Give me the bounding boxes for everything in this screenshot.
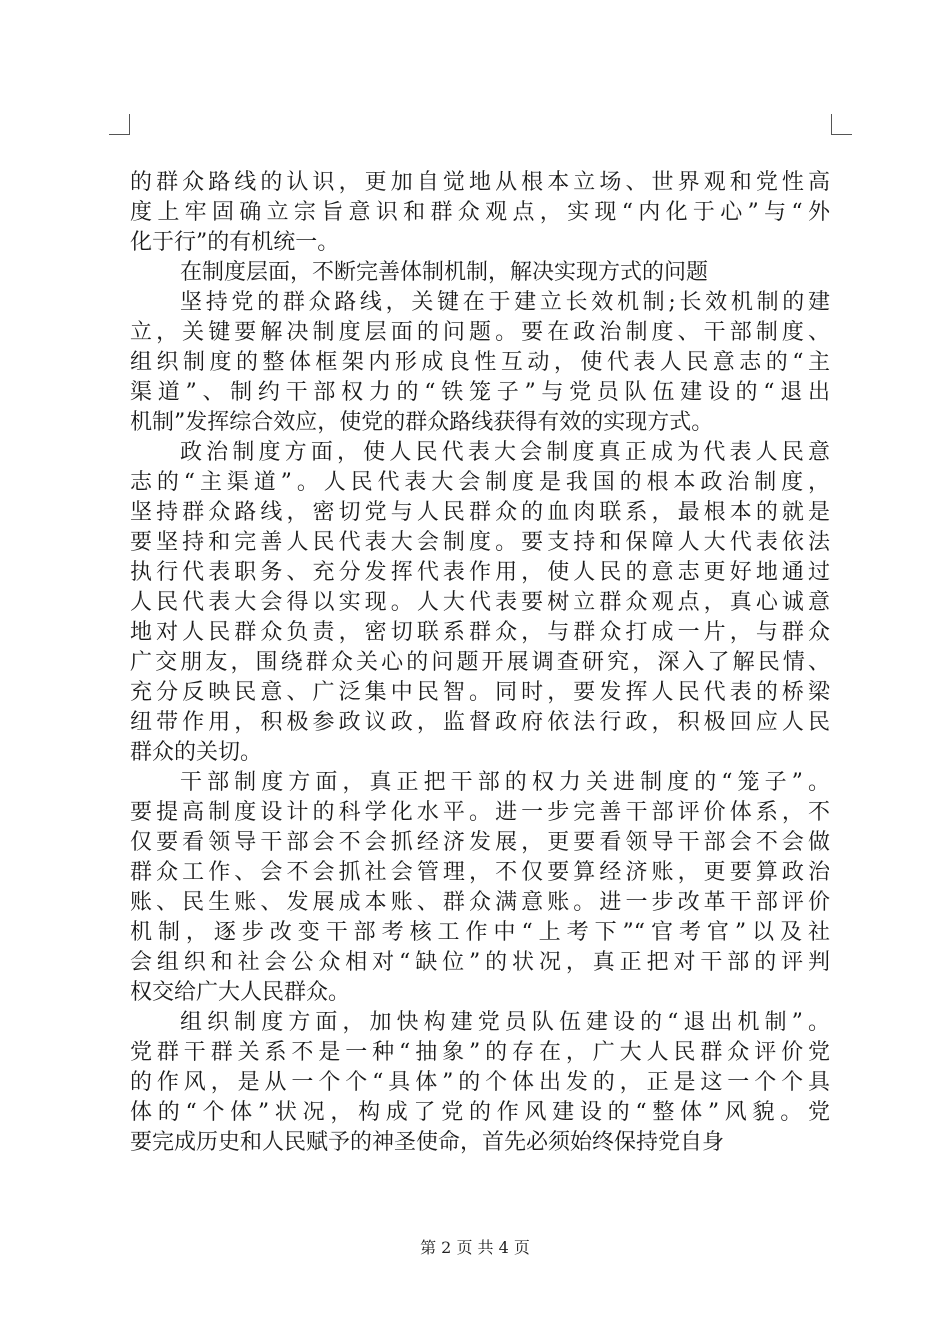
- paragraph: [130, 258, 830, 288]
- paragraph-line: 化于行”的有机统一。: [130, 230, 340, 255]
- page-number-footer: 第 2 页 共 4 页: [420, 1238, 530, 1257]
- paragraph-line: 机制，逐步改变干部考核工作中“上考下”“官考官”以及社: [130, 920, 830, 945]
- paragraph: [130, 438, 830, 768]
- paragraph-line: 机制”发挥综合效应，使党的群众路线获得有效的实现方式。: [130, 410, 714, 435]
- paragraph-line: 要坚持和完善人民代表大会制度。要支持和保障人大代表依法: [130, 530, 830, 555]
- paragraph-line: 党群干群关系不是一种“抽象”的存在，广大人民群众评价党: [130, 1040, 830, 1065]
- paragraph-line: 干部制度方面，真正把干部的权力关进制度的“笼子”。: [180, 770, 830, 795]
- crop-mark-top-right: [831, 114, 852, 135]
- paragraph-line: 志的“主渠道”。人民代表大会制度是我国的根本政治制度，: [130, 470, 830, 495]
- paragraph-line: 立，关键要解决制度层面的问题。要在政治制度、干部制度、: [130, 320, 830, 345]
- paragraph-line: 体的“个体”状况，构成了党的作风建设的“整体”风貌。党: [130, 1100, 830, 1125]
- paragraph-line: 纽带作用，积极参政议政，监督政府依法行政，积极回应人民: [130, 710, 830, 735]
- paragraph-line: 要提高制度设计的科学化水平。进一步完善干部评价体系，不: [130, 800, 830, 825]
- paragraph-line: 要完成历史和人民赋予的神圣使命，首先必须始终保持党自身: [130, 1130, 725, 1155]
- paragraph-line: 会组织和社会公众相对“缺位”的状况，真正把对干部的评判: [130, 950, 830, 975]
- paragraph-line: 权交给广大人民群众。: [130, 980, 351, 1005]
- paragraph-line: 在制度层面，不断完善体制机制，解决实现方式的问题: [180, 260, 709, 285]
- paragraph-line: 充分反映民意、广泛集中民智。同时，要发挥人民代表的桥梁: [130, 680, 830, 705]
- paragraph-line: 组织制度的整体框架内形成良性互动，使代表人民意志的“主: [130, 350, 830, 375]
- paragraph-line: 渠道”、制约干部权力的“铁笼子”与党员队伍建设的“退出: [130, 380, 830, 405]
- paragraph-line: 仅要看领导干部会不会抓经济发展，更要看领导干部会不会做: [130, 830, 830, 855]
- paragraph: [130, 1008, 830, 1158]
- paragraph-line: 账、民生账、发展成本账、群众满意账。进一步改革干部评价: [130, 890, 830, 915]
- paragraph-line: 坚持群众路线，密切党与人民群众的血肉联系，最根本的就是: [130, 500, 830, 525]
- paragraph-line: 执行代表职务、充分发挥代表作用，使人民的意志更好地通过: [130, 560, 830, 585]
- paragraph-line: 人民代表大会得以实现。人大代表要树立群众观点，真心诚意: [130, 590, 830, 615]
- paragraph: [130, 768, 830, 1008]
- paragraph-line: 群众工作、会不会抓社会管理，不仅要算经济账，更要算政治: [130, 860, 830, 885]
- paragraph: [130, 288, 830, 438]
- paragraph-line: 组织制度方面，加快构建党员队伍建设的“退出机制”。: [180, 1010, 830, 1035]
- paragraph-line: 群众的关切。: [130, 740, 263, 765]
- crop-mark-top-left: [109, 114, 130, 135]
- paragraph-line: 地对人民群众负责，密切联系群众，与群众打成一片，与群众: [130, 620, 830, 645]
- paragraph-line: 广交朋友，围绕群众关心的问题开展调查研究，深入了解民情、: [130, 650, 830, 675]
- paragraph-line: 的群众路线的认识，更加自觉地从根本立场、世界观和党性高: [130, 170, 830, 195]
- paragraph-line: 坚持党的群众路线，关键在于建立长效机制;长效机制的建: [180, 290, 830, 315]
- paragraph-line: 的作风，是从一个个“具体”的个体出发的，正是这一个个具: [130, 1070, 830, 1095]
- document-body: [130, 168, 830, 1158]
- paragraph: [130, 168, 830, 258]
- paragraph-line: 度上牢固确立宗旨意识和群众观点，实现“内化于心”与“外: [130, 200, 830, 225]
- paragraph-line: 政治制度方面，使人民代表大会制度真正成为代表人民意: [180, 440, 830, 465]
